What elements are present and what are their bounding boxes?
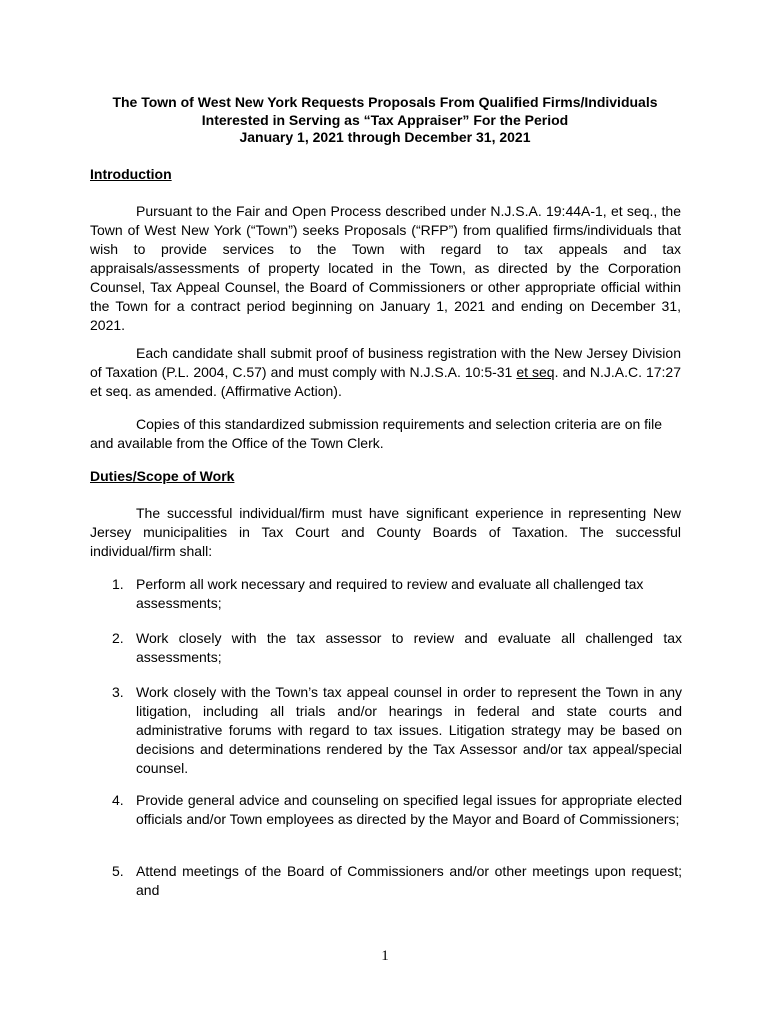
title-line-3: January 1, 2021 through December 31, 2021 bbox=[239, 129, 531, 145]
list-item-text: Work closely with the Town’s tax appeal counsel in order to represent the Town in any litigation, including all trials and/or hearings in federal and state courts and administrative forums with regard to tax issues. Litigation strategy may be based on decisions and determinations rendered by the Tax Assessor and/or tax appeal/special counsel. bbox=[136, 684, 682, 776]
document-title bbox=[60, 94, 710, 147]
introduction-heading: Introduction bbox=[90, 166, 172, 182]
list-item-text: Attend meetings of the Board of Commissioners and/or other meetings upon request; and bbox=[136, 863, 682, 898]
list-item-text: Work closely with the tax assessor to review and evaluate all challenged tax assessments; bbox=[136, 630, 682, 665]
page-number: 1 bbox=[381, 948, 389, 964]
introduction-paragraph-3: Copies of this standardized submission requirements and selection criteria are on file and available from the Office of the Town Clerk. bbox=[90, 416, 663, 451]
list-item-text: Perform all work necessary and required to review and evaluate all challenged tax assessments; bbox=[136, 576, 644, 611]
duties-paragraph-1: The successful individual/firm must have significant experience in representing New Jersey municipalities in Tax Court and County Boards of Taxation. The successful individual/firm shall: bbox=[90, 505, 681, 559]
title-line-2: Interested in Serving as “Tax Appraiser” For the Period bbox=[201, 111, 569, 128]
list-item-number: 2. bbox=[112, 630, 124, 646]
list-item-text: Provide general advice and counseling on specified legal issues for appropriate elected officials and/or Town employees as directed by the Mayor and Board of Commissioners; bbox=[136, 792, 682, 827]
introduction-paragraph-1: Pursuant to the Fair and Open Process described under N.J.S.A. 19:44A-1, et seq., the Town of West New York (“Town”) seeks Proposals (“RFP”) from qualified firms/individuals that wish to provide services to the Town with regard to tax appeals and tax appraisals/assessments of property located in the Town, as directed by the Corporation Counsel, Tax Appeal Counsel, the Board of Commissioners or other appropriate official within the Town for a contract period beginning on January 1, 2021 and ending on December 31, 2021. bbox=[90, 203, 681, 333]
et-seq-underlined: et seq bbox=[516, 364, 555, 380]
paragraph-2-text-a: Each candidate shall submit proof of business registration with the New Jersey Division of Taxation (P.L. 2004, C.57) and must comply with N.J.S.A. 10:5-31 bbox=[90, 345, 681, 380]
title-line-1: The Town of West New York Requests Proposals From Qualified Firms/Individuals bbox=[112, 94, 658, 110]
list-item-number: 5. bbox=[112, 863, 124, 879]
list-item-number: 4. bbox=[112, 792, 124, 808]
duties-heading: Duties/Scope of Work bbox=[90, 468, 235, 484]
list-item-number: 1. bbox=[112, 576, 124, 592]
introduction-paragraph-2 bbox=[90, 344, 681, 401]
list-item-number: 3. bbox=[112, 684, 124, 700]
paragraph-2-text-b: . and N.J.A.C. 17:27 et seq. as amended. (Affirmative Action). bbox=[90, 364, 681, 399]
